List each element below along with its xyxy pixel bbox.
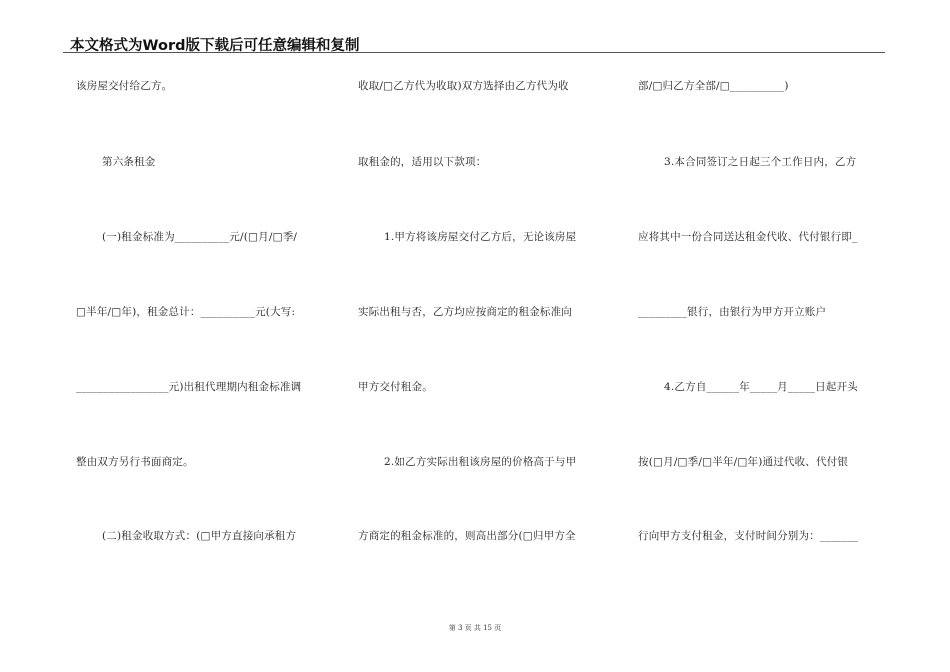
paragraph-line: 部/□归乙方全部/□__________) <box>638 80 789 92</box>
paragraph-line: 甲方交付租金。 <box>358 381 433 393</box>
paragraph-line: (一)租金标准为__________元/(□月/□季/ <box>102 231 298 243</box>
document-header-title: 本文格式为Word版下载后可任意编辑和复制 <box>70 38 360 54</box>
page-number-footer: 第 3 页 共 15 页 <box>448 624 502 632</box>
paragraph-line: 取租金的，适用以下款项： <box>358 156 487 168</box>
paragraph-line: _________________元)出租代理期内租金标准调 <box>76 381 302 393</box>
paragraph-line: 行向甲方支付租金，支付时间分别为：_______ <box>638 530 859 542</box>
paragraph-line: 3.本合同签订之日起三个工作日内，乙方 <box>664 156 857 168</box>
paragraph-line: 应将其中一份合同送达租金代收、代付银行即_ <box>638 231 858 243</box>
paragraph-line: 1.甲方将该房屋交付乙方后，无论该房屋 <box>384 231 577 243</box>
paragraph-line: 整由双方另行书面商定。 <box>76 456 194 468</box>
header-divider <box>63 52 885 53</box>
paragraph-line: 方商定的租金标准的，则高出部分(□归甲方全 <box>358 530 576 542</box>
paragraph-line: 2.如乙方实际出租该房屋的价格高于与甲 <box>384 456 577 468</box>
paragraph-line: 4.乙方自______年_____月_____日起开头 <box>664 381 858 393</box>
paragraph-line: 按(□月/□季/□半年/□年)通过代收、代付银 <box>638 456 849 468</box>
paragraph-line: 该房屋交付给乙方。 <box>76 80 173 92</box>
paragraph-line: 收取/□乙方代为收取)双方选择由乙方代为收 <box>358 80 569 92</box>
paragraph-line: (二)租金收取方式：(□甲方直接向承租方 <box>102 530 297 542</box>
paragraph-line: □半年/□年)，租金总计：__________元(大写: <box>76 306 296 318</box>
paragraph-line: 实际出租与否，乙方均应按商定的租金标准向 <box>358 306 572 318</box>
paragraph-line: 第六条租金 <box>102 156 156 168</box>
paragraph-line: _________银行，由银行为甲方开立账户 <box>638 306 827 318</box>
